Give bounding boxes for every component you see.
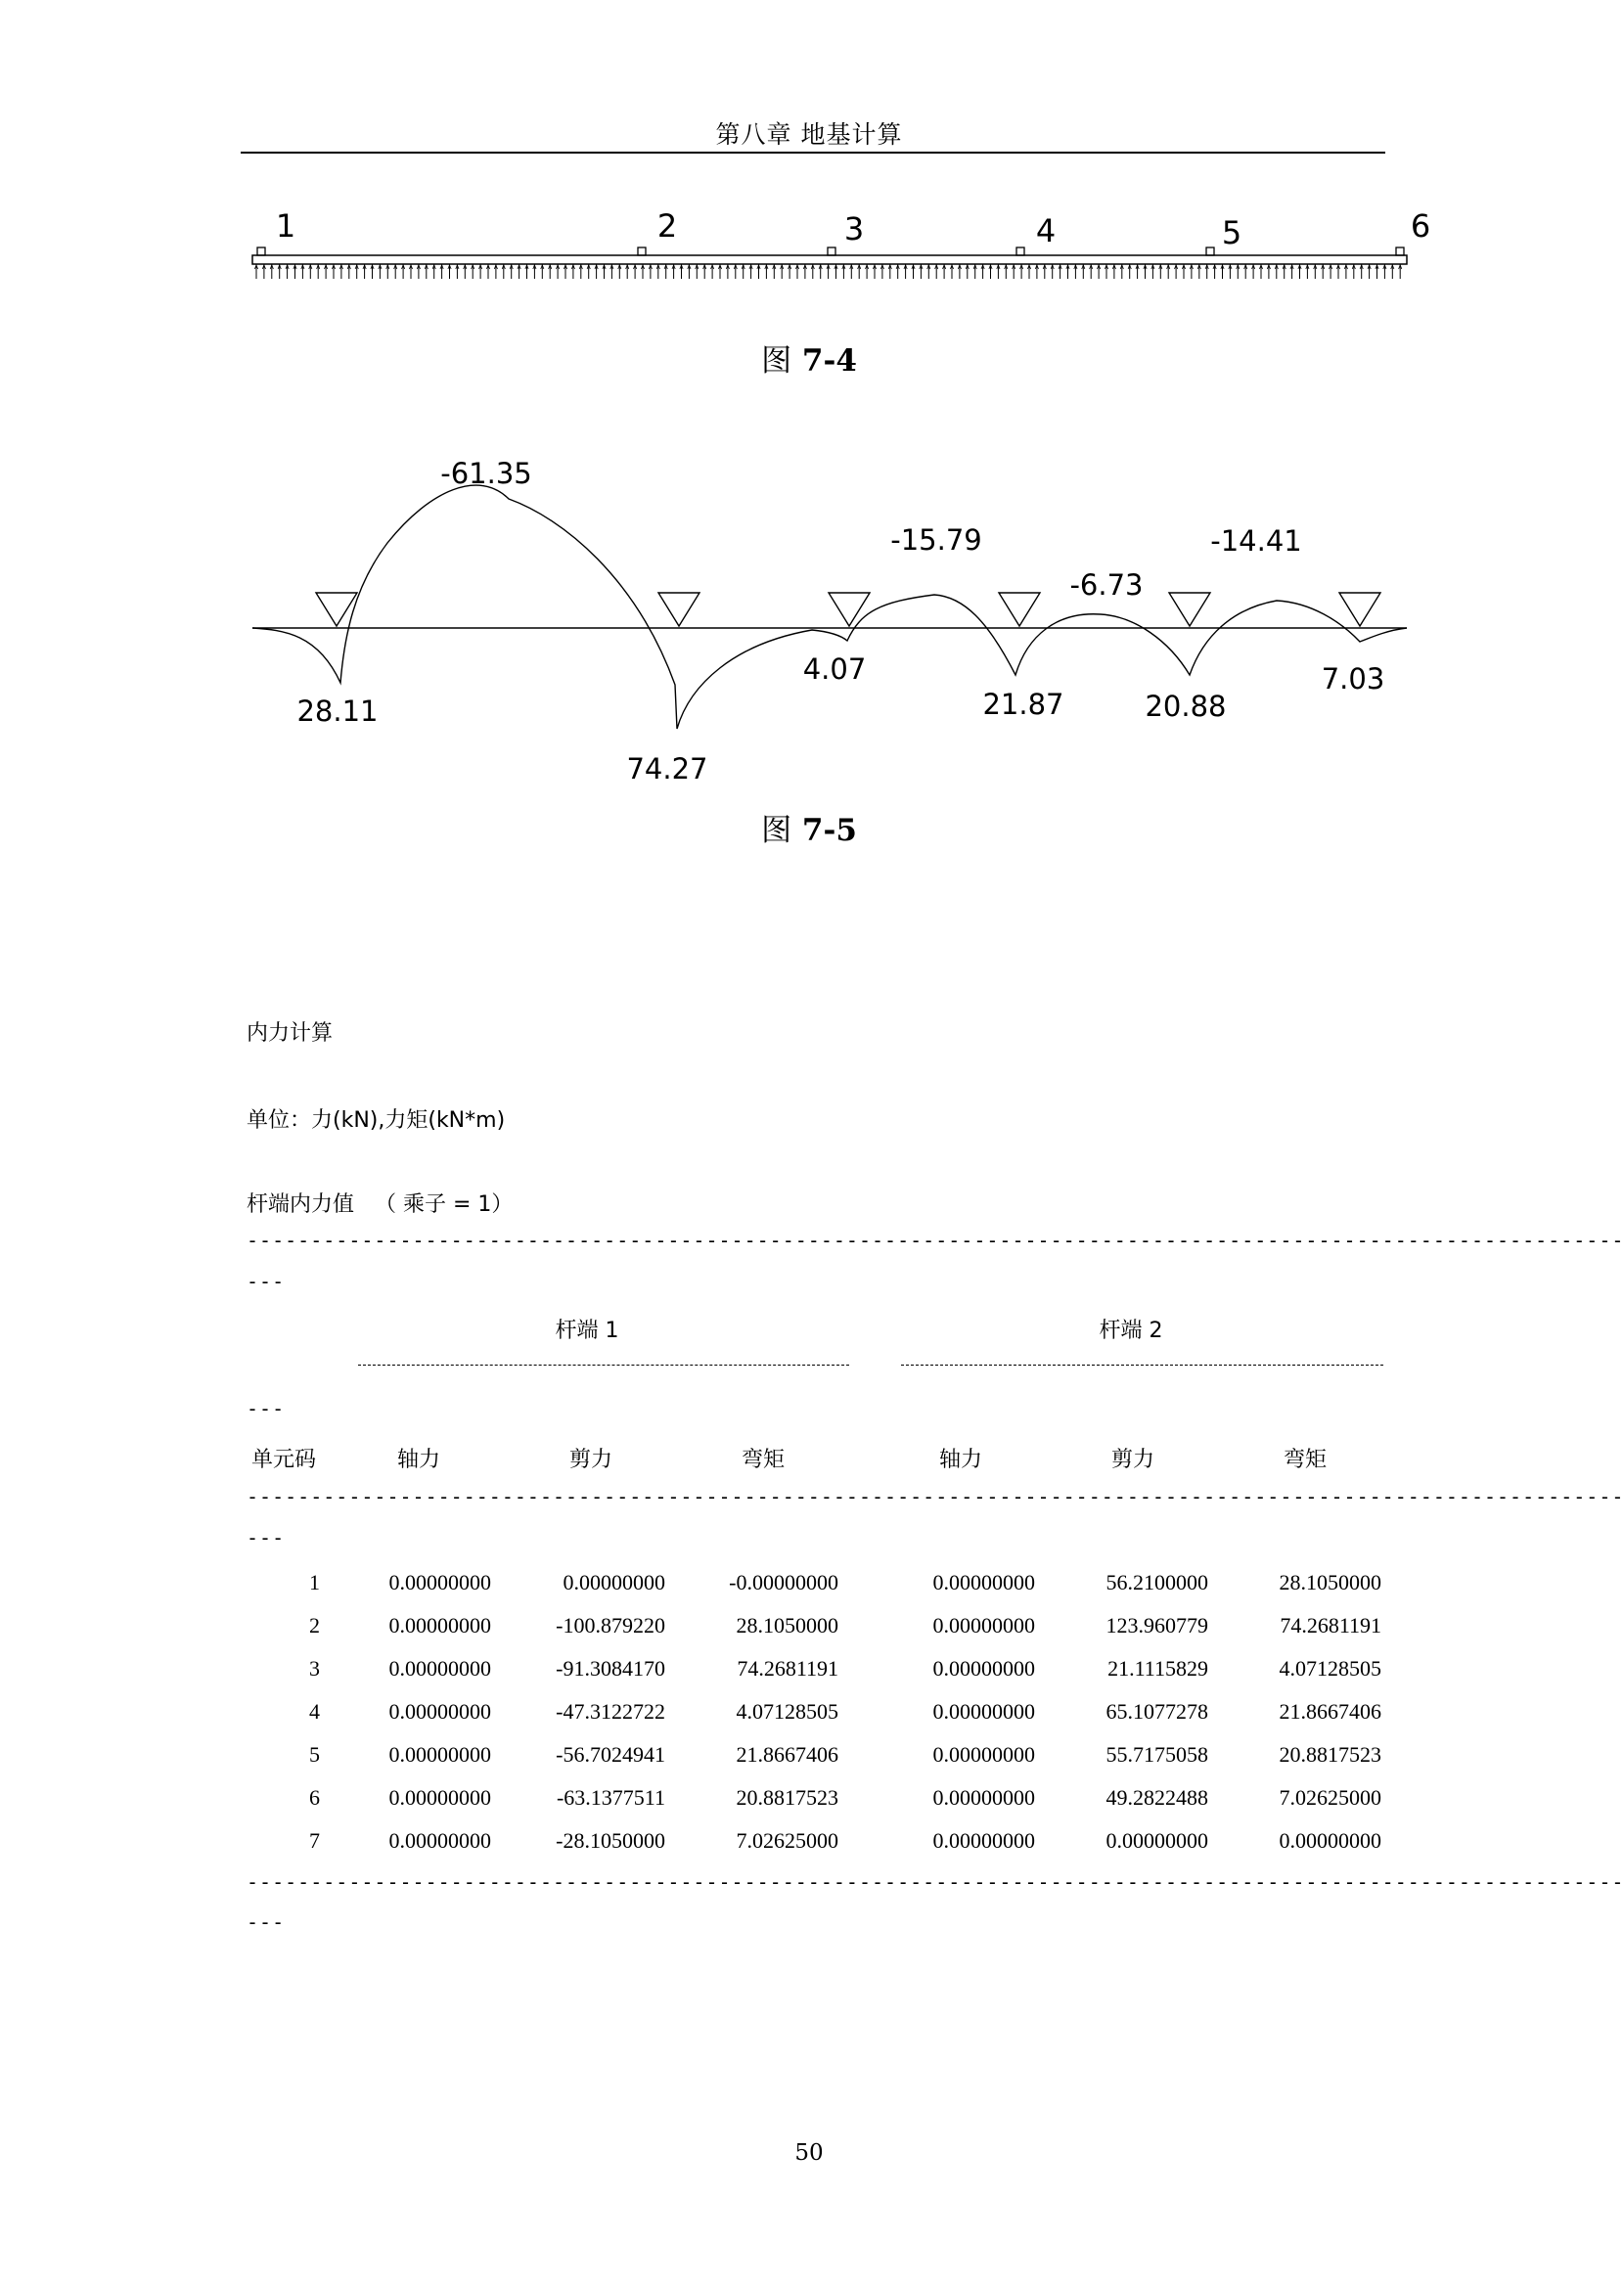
- cell-axial-1: 0.00000000: [388, 1613, 491, 1637]
- cell-axial-2: 0.00000000: [932, 1828, 1035, 1853]
- cell-axial-1: 0.00000000: [388, 1742, 491, 1767]
- dash-rule-top-tail: ---: [247, 1270, 286, 1293]
- cell-moment-1: 21.8667406: [736, 1742, 838, 1767]
- moment-label-support2: 74.27: [626, 752, 708, 785]
- col-header-axial-2: 轴力: [938, 1448, 982, 1472]
- cell-axial-1: 0.00000000: [388, 1570, 491, 1594]
- cell-moment-2: 7.02625000: [1279, 1785, 1381, 1810]
- support-triangle-5: [1169, 593, 1210, 626]
- dash-rule-header: ------------------------------------------------------------------------------------------------------------: [247, 1485, 1624, 1508]
- group-header-end1: 杆端 1: [555, 1319, 619, 1343]
- moment-label-support5: 20.88: [1145, 690, 1227, 723]
- cell-moment-1: 28.1050000: [736, 1613, 838, 1637]
- col-header-axial-1: 轴力: [396, 1448, 440, 1472]
- distributed-load-arrows: [254, 264, 1401, 279]
- cell-shear-2: 123.960779: [1105, 1613, 1208, 1637]
- cell-axial-2: 0.00000000: [932, 1785, 1035, 1810]
- support-triangle-3: [829, 593, 870, 626]
- figure-7-4-beam-diagram: [0, 196, 1618, 303]
- support-triangle-4: [999, 593, 1040, 626]
- cell-shear-2: 0.00000000: [1105, 1828, 1208, 1853]
- running-header: 第八章 地基计算: [715, 120, 903, 149]
- moment-label-span4: -6.73: [1069, 568, 1144, 602]
- cell-shear-2: 56.2100000: [1105, 1570, 1208, 1594]
- node-label-3: 3: [843, 210, 865, 247]
- col-header-shear-2: 剪力: [1110, 1448, 1154, 1472]
- node-label-5: 5: [1221, 214, 1242, 251]
- moment-curve: [252, 485, 1407, 729]
- moment-label-span5: -14.41: [1210, 524, 1302, 558]
- cell-moment-2: 28.1050000: [1279, 1570, 1381, 1594]
- node-marker-4: [1016, 247, 1024, 255]
- section-title: 内力计算: [247, 1021, 334, 1046]
- cell-shear-1: -47.3122722: [556, 1699, 665, 1724]
- cell-shear-1: 0.00000000: [563, 1570, 665, 1594]
- node-marker-2: [638, 247, 646, 255]
- group-rule-end2: [901, 1365, 1383, 1366]
- cell-element-id: 5: [309, 1742, 320, 1767]
- col-header-shear-1: 剪力: [568, 1448, 612, 1472]
- moment-label-span3: -15.79: [890, 523, 982, 557]
- beam: [252, 255, 1407, 264]
- cell-shear-1: -56.7024941: [556, 1742, 665, 1767]
- cell-element-id: 3: [309, 1656, 320, 1681]
- cell-shear-2: 49.2822488: [1105, 1785, 1208, 1810]
- figure-7-4-caption: 图 7-4: [761, 343, 857, 379]
- moment-label-support1: 28.11: [296, 695, 379, 728]
- col-header-moment-2: 弯矩: [1283, 1448, 1327, 1472]
- node-label-2: 2: [656, 207, 678, 245]
- node-marker-5: [1206, 247, 1214, 255]
- cell-moment-2: 74.2681191: [1280, 1613, 1381, 1637]
- cell-moment-1: -0.00000000: [729, 1570, 838, 1594]
- group-rule-end1: [358, 1365, 849, 1366]
- cell-shear-1: -28.1050000: [556, 1828, 665, 1853]
- group-header-end2: 杆端 2: [1099, 1319, 1163, 1343]
- cell-shear-1: -100.879220: [556, 1613, 665, 1637]
- dash-rule-bottom: ------------------------------------------------------------------------------------------------------------: [247, 1870, 1624, 1894]
- dash-rule-header-tail: ---: [247, 1526, 286, 1549]
- cell-axial-1: 0.00000000: [388, 1699, 491, 1724]
- cell-moment-2: 0.00000000: [1279, 1828, 1381, 1853]
- header-rule: [241, 152, 1385, 154]
- cell-element-id: 4: [309, 1699, 320, 1724]
- node-label-6: 6: [1410, 207, 1431, 245]
- cell-axial-2: 0.00000000: [932, 1742, 1035, 1767]
- cell-moment-1: 20.8817523: [736, 1785, 838, 1810]
- cell-shear-2: 55.7175058: [1105, 1742, 1208, 1767]
- cell-element-id: 6: [309, 1785, 320, 1810]
- cell-axial-2: 0.00000000: [932, 1613, 1035, 1637]
- cell-moment-1: 7.02625000: [736, 1828, 838, 1853]
- cell-axial-2: 0.00000000: [932, 1570, 1035, 1594]
- dash-rule-bottom-tail: ---: [247, 1910, 286, 1934]
- cell-shear-1: -91.3084170: [556, 1656, 665, 1681]
- col-header-element: 单元码: [250, 1448, 316, 1472]
- cell-shear-2: 21.1115829: [1107, 1656, 1208, 1681]
- cell-axial-1: 0.00000000: [388, 1785, 491, 1810]
- cell-shear-1: -63.1377511: [556, 1785, 665, 1810]
- dash-rule-mid-tail: ---: [247, 1397, 286, 1420]
- moment-label-support3: 4.07: [802, 652, 867, 686]
- col-header-moment-1: 弯矩: [741, 1448, 785, 1472]
- table-title: 杆端内力值 （ 乘子 = 1）: [247, 1192, 514, 1217]
- cell-moment-1: 74.2681191: [737, 1656, 838, 1681]
- cell-axial-1: 0.00000000: [388, 1656, 491, 1681]
- figure-7-5-moment-diagram: [0, 440, 1618, 812]
- cell-shear-2: 65.1077278: [1105, 1699, 1208, 1724]
- dash-rule-top: ------------------------------------------------------------------------------------------------------------: [247, 1229, 1624, 1252]
- page-number: 50: [794, 2140, 824, 2166]
- cell-element-id: 1: [309, 1570, 320, 1594]
- node-marker-1: [257, 247, 265, 255]
- cell-element-id: 7: [309, 1828, 320, 1853]
- moment-label-span1: -61.35: [440, 457, 532, 490]
- moment-label-support4: 21.87: [982, 688, 1064, 721]
- node-label-1: 1: [275, 207, 296, 245]
- cell-axial-2: 0.00000000: [932, 1656, 1035, 1681]
- cell-element-id: 2: [309, 1613, 320, 1637]
- node-marker-6: [1396, 247, 1404, 255]
- node-label-4: 4: [1035, 212, 1057, 249]
- units-line: 单位：力(kN),力矩(kN*m): [247, 1108, 506, 1133]
- cell-moment-2: 4.07128505: [1279, 1656, 1381, 1681]
- support-triangle-2: [658, 593, 699, 626]
- cell-axial-2: 0.00000000: [932, 1699, 1035, 1724]
- moment-label-support6: 7.03: [1321, 662, 1385, 695]
- cell-moment-2: 21.8667406: [1279, 1699, 1381, 1724]
- support-triangle-6: [1339, 593, 1380, 626]
- node-marker-3: [828, 247, 835, 255]
- cell-moment-2: 20.8817523: [1279, 1742, 1381, 1767]
- cell-moment-1: 4.07128505: [736, 1699, 838, 1724]
- figure-7-5-caption: 图 7-5: [761, 813, 857, 848]
- cell-axial-1: 0.00000000: [388, 1828, 491, 1853]
